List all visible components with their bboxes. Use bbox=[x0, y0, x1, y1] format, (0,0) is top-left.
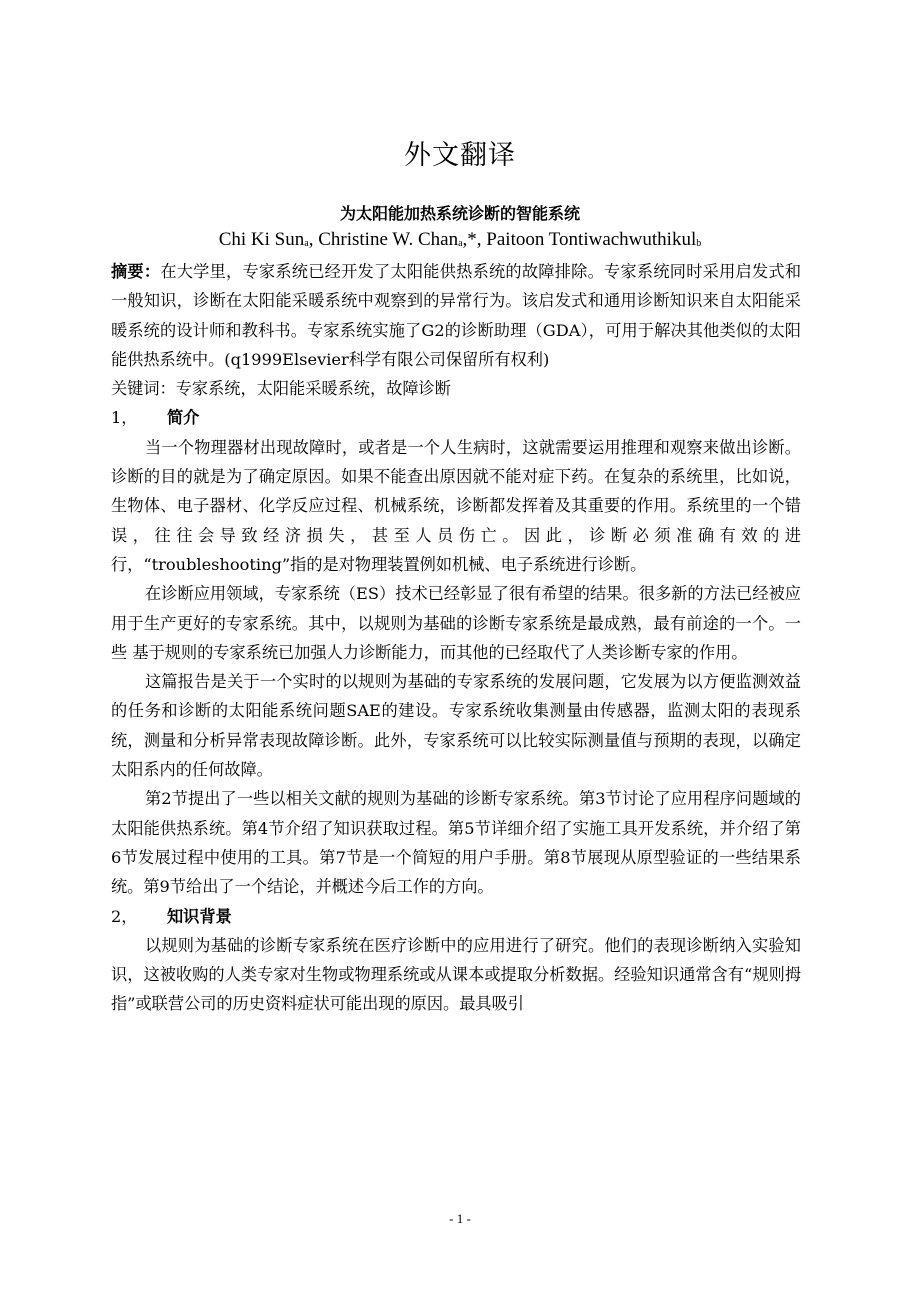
body-text bbox=[111, 257, 801, 1019]
section-number: 1， bbox=[111, 408, 138, 428]
section-heading bbox=[111, 403, 801, 432]
section-number: 2， bbox=[111, 906, 138, 926]
author-name: Chi Ki Sun bbox=[218, 229, 305, 250]
paragraph: 当一个物理器材出现故障时，或者是一个人生病时，这就需要运用推理和观察来做出诊断。诊断的目的就是为了确定原因。如果不能查出原因就不能对症下药。在复杂的系统里，比如说，生物体、电子器材、化学反应过程、机械系统，诊断都发挥着及其重要的作用。系统里的一个错误，往往会导致经济损失，甚至人员伤亡。因此，诊断必须准确有效的进行，“troubleshooting”指的是对物理装置例如机械、电子系统进行诊断。 bbox=[111, 437, 801, 574]
author-separator: , bbox=[476, 229, 487, 250]
keywords: 关键词：专家系统，太阳能采暖系统，故障诊断 bbox=[111, 379, 451, 399]
paragraph: 在诊断应用领域，专家系统（ES）技术已经彰显了很有希望的结果。很多新的方法已经被应用于生产更好的专家系统。其中，以规则为基础的诊断专家系统是最成熟，最有前途的一个。一些 基于规则的专家系统已加强人力诊断能力，而其他的已经取代了人类诊断专家的作用。 bbox=[111, 584, 801, 662]
document-title: 外文翻译 bbox=[404, 140, 516, 171]
section-title: 简介 bbox=[167, 408, 200, 428]
section-title: 知识背景 bbox=[167, 906, 232, 926]
paragraph: 这篇报告是关于一个实时的以规则为基础的专家系统的发展问题，它发展为以方便监测效益的任务和诊断的太阳能系统问题SAE的建设。专家系统收集测量由传感器，监测太阳的表现系统，测量和分析异常表现故障诊断。此外，专家系统可以比较实际测量值与预期的表现，以确定太阳系内的任何故障。 bbox=[111, 672, 801, 780]
abstract-label: 摘要： bbox=[111, 262, 161, 281]
author-name: Paitoon Tontiwachwuthikul bbox=[486, 229, 697, 250]
abstract-text: 在大学里，专家系统已经开发了太阳能供热系统的故障排除。专家系统同时采用启发式和一般知识，诊断在太阳能采暖系统中观察到的异常行为。该启发式和通用诊断知识来自太阳能采暖系统的设计师和教科书。专家系统实施了G2的诊断助理（GDA），可用于解决其他类似的太阳能供热系统中。(q1999Elsevier科学有限公司保留所有权利) bbox=[111, 262, 802, 369]
section-heading bbox=[111, 902, 801, 931]
author-affiliation: b bbox=[696, 238, 702, 249]
abstract bbox=[111, 257, 801, 374]
paper-title: 为太阳能加热系统诊断的智能系统 bbox=[339, 204, 580, 223]
corresponding-mark: ,* bbox=[462, 229, 477, 250]
author-line bbox=[0, 229, 920, 251]
paragraph: 以规则为基础的诊断专家系统在医疗诊断中的应用进行了研究。他们的表现诊断纳入实验知识，这被收购的人类专家对生物或物理系统或从课本或提取分析数据。经验知识通常含有“规则拇指”或联营公司的历史资料症状可能出现的原因。最具吸引 bbox=[111, 935, 801, 1014]
paragraph: 第2节提出了一些以相关文献的规则为基础的诊断专家系统。第3节讨论了应用程序问题域的太阳能供热系统。第4节介绍了知识获取过程。第5节详细介绍了实施工具开发系统，并介绍了第6节发展过程中使用的工具。第7节是一个简短的用户手册。第8节展现从原型验证的一些结果系统。第9节给出了一个结论，并概述今后工作的方向。 bbox=[111, 789, 801, 897]
author-affiliation: a bbox=[458, 238, 463, 249]
author-separator: , bbox=[308, 229, 319, 250]
author-affiliation: a bbox=[304, 238, 309, 249]
author-name: Christine W. Chan bbox=[318, 229, 459, 250]
page-number: - 1 - bbox=[449, 1211, 471, 1226]
